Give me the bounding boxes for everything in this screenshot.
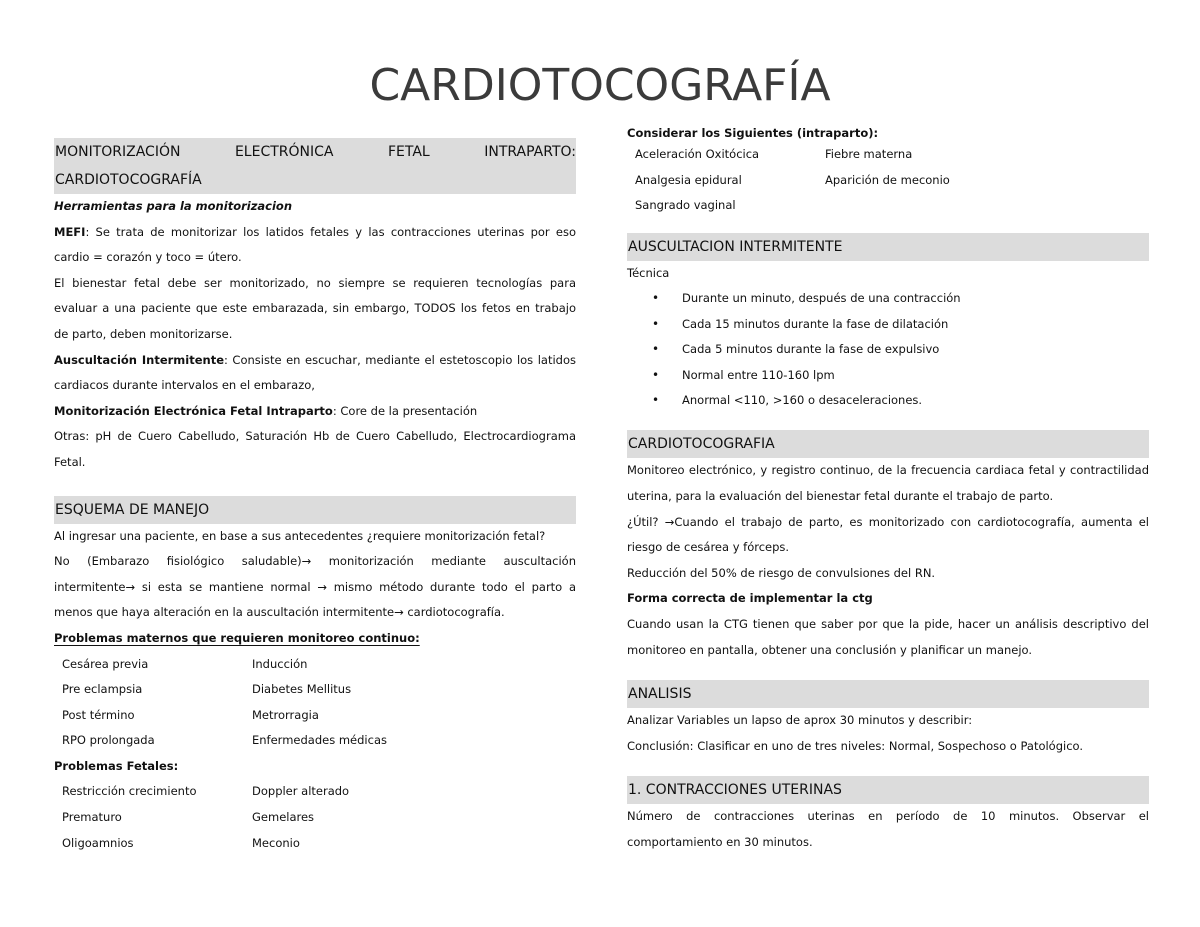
list-item: Cesárea previa xyxy=(62,656,149,671)
section-heading-mefi-line2: CARDIOTOCOGRAFÍA xyxy=(54,166,576,194)
analysis-paragraph-conclusion: Conclusión: Clasificar en uno de tres niveles: Normal, Sospechoso o Patológico. xyxy=(627,738,1084,753)
technique-list xyxy=(627,286,1149,413)
section-heading-contractions: 1. CONTRACCIONES UTERINAS xyxy=(627,776,1149,804)
list-item: Pre eclampsia xyxy=(62,682,143,697)
list-item: Fiebre materna xyxy=(825,147,913,161)
fetal-problems-list xyxy=(54,779,576,856)
list-item xyxy=(825,193,1125,219)
list-item: Aceleración Oxitócica xyxy=(635,147,760,161)
list-item: Oligoamnios xyxy=(62,835,134,850)
left-column xyxy=(54,120,576,856)
list-item: Doppler alterado xyxy=(252,784,350,799)
mefi-intrapartum-paragraph: Monitorización Electrónica Fetal Intraparto: Core de la presentación xyxy=(54,403,478,418)
fetal-problems-label: Problemas Fetales: xyxy=(54,758,179,773)
mefi-paragraph: MEFI: Se trata de monitorizar los latidos fetales y las contracciones uterinas por eso cardio = corazón y toco = útero. xyxy=(54,224,576,265)
contractions-paragraph: Número de contracciones uterinas en período de 10 minutos. Observar el comportamiento en 30 minutos. xyxy=(627,809,1149,849)
section-heading-ctg: CARDIOTOCOGRAFIA xyxy=(627,430,1149,458)
list-item: • Cada 5 minutos durante la fase de expulsivo xyxy=(652,337,1149,362)
maternal-problems-label: Problemas maternos que requieren monitoreo continuo: xyxy=(54,630,420,645)
management-intro: Al ingresar una paciente, en base a sus antecedentes ¿requiere monitorización fetal? xyxy=(54,528,546,543)
ctg-paragraph-correct: Cuando usan la CTG tienen que saber por que la pide, hacer un análisis descriptivo del monitoreo en pantalla, obtener una conclusión y planificar un manejo. xyxy=(627,616,1149,657)
list-item: Meconio xyxy=(252,835,300,850)
wellbeing-paragraph: El bienestar fetal debe ser monitorizado, no siempre se requieren tecnologías para evaluar a una paciente que este embarazada, sin embargo, TODOS los fetos en trabajo de parto, deben monitorizarse. xyxy=(54,275,576,341)
list-item: Inducción xyxy=(252,656,308,671)
section-heading-mefi-line1: MONITORIZACIÓN ELECTRÓNICA FETAL INTRAPARTO: xyxy=(54,138,576,166)
section-heading-analysis: ANALISIS xyxy=(627,680,1149,708)
list-item: Analgesia epidural xyxy=(635,172,742,187)
auscultation-paragraph: Auscultación Intermitente: Consiste en escuchar, mediante el estetoscopio los latidos cardiacos durante intervalos en el embarazo, xyxy=(54,352,576,393)
analysis-paragraph-variables: Analizar Variables un lapso de aprox 30 minutos y describir: xyxy=(627,713,973,728)
maternal-problems-list xyxy=(54,652,576,754)
ctg-paragraph-reduction: Reducción del 50% de riesgo de convulsiones del RN. xyxy=(627,565,936,580)
list-item: Prematuro xyxy=(62,810,122,825)
list-item: RPO prolongada xyxy=(62,733,155,748)
list-item: Restricción crecimiento xyxy=(62,784,197,799)
list-item: • Durante un minuto, después de una contracción xyxy=(652,286,1149,311)
ctg-paragraph-definition: Monitoreo electrónico, y registro continuo, de la frecuencia cardiaca fetal y contractilidad uterina, para la evaluación del bienestar fetal durante el trabajo de parto. xyxy=(627,463,1149,503)
list-item: • Anormal <110, >160 o desaceleraciones. xyxy=(652,388,1149,413)
consider-label: Considerar los Siguientes (intraparto): xyxy=(627,126,879,140)
ctg-paragraph-useful: ¿Útil? →Cuando el trabajo de parto, es monitorizado con cardiotocografía, aumenta el riesgo de cesárea y fórceps. xyxy=(627,514,1149,555)
list-item: Metrorragia xyxy=(252,707,319,722)
others-paragraph: Otras: pH de Cuero Cabelludo, Saturación Hb de Cuero Cabelludo, Electrocardiograma Fetal. xyxy=(54,429,576,469)
right-column xyxy=(627,124,1149,856)
management-flow: No (Embarazo fisiológico saludable)→ monitorización mediante auscultación intermitente→ si esta se mantiene normal → mismo método durante todo el parto a menos que haya alteración en la auscultación intermitente→ cardiotocografía. xyxy=(54,554,576,620)
tools-label: Herramientas para la monitorizacion xyxy=(54,199,293,213)
list-item: Sangrado vaginal xyxy=(635,198,736,213)
list-item: Gemelares xyxy=(252,810,315,825)
section-heading-auscultation: AUSCULTACION INTERMITENTE xyxy=(627,233,1149,261)
list-item: Aparición de meconio xyxy=(825,172,950,187)
ctg-correct-label: Forma correcta de implementar la ctg xyxy=(627,591,873,606)
list-item: • Cada 15 minutos durante la fase de dilatación xyxy=(652,312,1149,337)
list-item: • Normal entre 110-160 lpm xyxy=(652,363,1149,388)
consider-list xyxy=(627,142,1149,219)
list-item: Post término xyxy=(62,707,135,722)
section-heading-management: ESQUEMA DE MANEJO xyxy=(54,496,576,524)
page-title: CARDIOTOCOGRAFÍA xyxy=(369,60,831,111)
list-item: Enfermedades médicas xyxy=(252,733,387,748)
list-item: Diabetes Mellitus xyxy=(252,682,352,697)
technique-label: Técnica xyxy=(627,265,670,280)
